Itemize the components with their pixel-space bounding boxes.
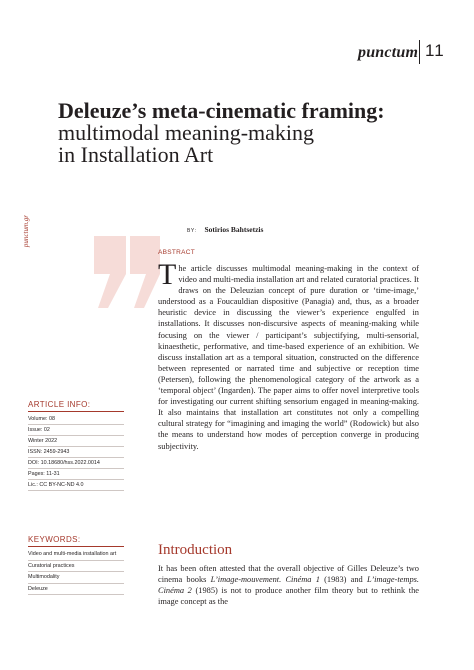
abstract-dropcap: T	[158, 258, 177, 291]
article-title	[58, 100, 438, 166]
intro-book-title-2: L’image-temps. Cinéma 2	[158, 575, 419, 596]
info-doi[interactable]: DOI: 10.18680/hss.2022.0014	[28, 458, 124, 469]
title-main: Deleuze’s meta-cinematic framing:	[58, 98, 385, 123]
info-issue: Issue: 02	[28, 425, 124, 436]
info-volume: Volume: 08	[28, 414, 124, 425]
title-line-3: in Installation Art	[58, 142, 214, 167]
keywords-panel	[28, 535, 124, 595]
info-issn: ISSN: 2459-2943	[28, 447, 124, 458]
intro-text-a: It has been often attested that the overall objective of Gilles Deleuze’s two cinema books	[158, 564, 419, 585]
side-journal-url: punctum.gr	[22, 215, 30, 248]
abstract-body: he article discusses multimodal meaning-making in the context of video and multi-media installation art and related curatorial practices. It draws on the Deleuzian concept of pure duration or ‘time-image,’ understood as a Foucauldian dispositive (Panagia) and, thus, as a broader heuristic device in discussing the viewer’s experience engulfed in installations. It discusses non-discursive aspects of meaning-making while focusing on the viewer / participant’s subjectifying, multi-sensorial, kinaesthetic, performative, and time-based experience of an exhibition. We discuss installation art as a temporal situation, constructed on the difference between represented or narrated time and subjective or reception time (Petersen), following the phenomenological category of the artwork as a ‘temporal object’ (Ingarden). The paper aims to offer novel interpretive tools for investigating our current shifting sensorium engaged in meaning-making. It also maintains that installation art constitutes not only a compelling cultural strategy for “imagining and imaging the world” (Rodowick) but also the means to understand how modes of perception converge in producing subjectivity.	[158, 264, 419, 451]
byline	[187, 225, 263, 234]
intro-text-c: (1983) and	[319, 575, 367, 585]
article-info-title: ARTICLE INFO:	[28, 400, 124, 412]
author-name: Sotirios Bahtsetzis	[204, 225, 264, 234]
header-divider	[419, 40, 420, 64]
decorative-quote-mark	[90, 216, 160, 326]
keyword-item: Curatorial practices	[28, 561, 124, 573]
abstract-label: ABSTRACT	[158, 249, 196, 256]
abstract-text	[158, 258, 419, 452]
intro-book-title-1: L’image-mouvement. Cinéma 1	[210, 575, 320, 585]
page-number: 11	[425, 41, 445, 60]
keyword-item: Multimodality	[28, 572, 124, 584]
article-info-panel	[28, 400, 124, 491]
info-license: Lic.: CC BY-NC-ND 4.0	[28, 480, 124, 491]
keyword-item: Deleuze	[28, 584, 124, 596]
journal-logo: punctum	[358, 44, 419, 61]
info-pages: Pages: 11-31	[28, 469, 124, 480]
introduction-paragraph	[158, 563, 419, 607]
keywords-title: KEYWORDS:	[28, 535, 124, 547]
keyword-item: Video and multi-media installation art	[28, 549, 124, 561]
introduction-heading: Introduction	[158, 542, 233, 558]
byline-label: BY:	[187, 228, 197, 234]
info-season: Winter 2022	[28, 436, 124, 447]
intro-text-e: (1985) is not to produce another film theory but to rethink the image concept as the	[158, 586, 419, 607]
title-line-2: multimodal meaning-making	[58, 120, 315, 145]
